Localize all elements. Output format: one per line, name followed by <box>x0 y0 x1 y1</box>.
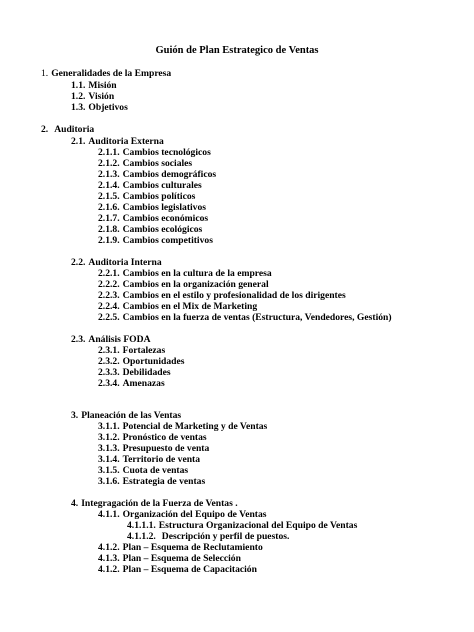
list-item <box>98 476 205 487</box>
item-label: Oportunidades <box>122 356 185 367</box>
list-item <box>127 531 289 542</box>
list-item <box>98 290 346 301</box>
section-heading <box>71 410 181 421</box>
list-item <box>98 421 267 432</box>
subsection-heading <box>71 136 164 147</box>
list-item <box>98 180 202 191</box>
subsection-number: 2.2. <box>71 257 86 268</box>
section-number: 2. <box>41 124 49 135</box>
item-number: 2.1.2. <box>98 158 120 169</box>
item-number: 4.1.2. <box>98 542 120 553</box>
item-label: Pronóstico de ventas <box>122 432 207 443</box>
list-item <box>98 564 257 575</box>
subsection-heading <box>71 334 151 345</box>
item-label: Cambios en la cultura de la empresa <box>122 268 272 279</box>
item-number: 3.1.2. <box>98 432 120 443</box>
list-item <box>98 553 241 564</box>
item-label: Debilidades <box>122 367 171 378</box>
list-item <box>98 202 206 213</box>
list-item <box>98 312 392 323</box>
item-label: Cambios en el estilo y profesionalidad de los dirigentes <box>122 290 346 301</box>
item-number: 2.1.9. <box>98 235 120 246</box>
item-label: Objetivos <box>88 102 128 113</box>
list-item <box>98 158 192 169</box>
subsection-label: Análisis FODA <box>88 334 151 345</box>
list-item <box>98 213 208 224</box>
item-label: Cambios políticos <box>122 191 196 202</box>
list-item <box>98 301 257 312</box>
item-number: 3.1.6. <box>98 476 120 487</box>
section-label: Auditoria <box>54 124 95 135</box>
item-label: Plan – Esquema de Capacitación <box>122 564 257 575</box>
item-number: 4.1.2. <box>98 564 120 575</box>
item-number: 2.3.4. <box>98 378 120 389</box>
list-item <box>98 443 209 454</box>
item-label: Visión <box>88 91 115 102</box>
item-label: Estructura Organizacional del Equipo de Ventas <box>158 520 358 531</box>
list-item <box>71 91 114 102</box>
item-number: 3.1.4. <box>98 454 120 465</box>
list-item <box>98 378 165 389</box>
section-number: 4. <box>71 498 79 509</box>
item-number: 3.1.3. <box>98 443 120 454</box>
section-label: Generalidades de la Empresa <box>51 68 172 79</box>
item-label: Presupuesto de venta <box>122 443 210 454</box>
section-number: 3. <box>71 410 79 421</box>
item-label: Cambios económicos <box>122 213 209 224</box>
item-label: Cambios demográficos <box>122 169 217 180</box>
subsection-label: Auditoria Externa <box>88 136 164 147</box>
item-label: Territorio de venta <box>122 454 201 465</box>
list-item <box>71 80 117 91</box>
section-heading <box>71 498 238 509</box>
item-label: Cambios culturales <box>122 180 202 191</box>
item-label: Amenazas <box>122 378 165 389</box>
item-number: 4.1.1.1. <box>127 520 156 531</box>
list-item <box>71 102 128 113</box>
item-number: 2.3.3. <box>98 367 120 378</box>
item-number: 1.2. <box>71 91 86 102</box>
item-number: 2.1.7. <box>98 213 120 224</box>
item-label: Cambios tecnológicos <box>122 147 211 158</box>
document-title: Guión de Plan Estrategico de Ventas <box>155 45 319 56</box>
item-number: 2.2.4. <box>98 301 120 312</box>
item-number: 4.1.3. <box>98 553 120 564</box>
item-label: Cambios ecológicos <box>122 224 203 235</box>
subsection-label: Auditoria Interna <box>88 257 162 268</box>
item-number: 2.2.5. <box>98 312 120 323</box>
item-number: 2.3.2. <box>98 356 120 367</box>
item-number: 2.2.3. <box>98 290 120 301</box>
item-label: Plan – Esquema de Reclutamiento <box>122 542 263 553</box>
section-heading <box>41 68 171 79</box>
item-number: 2.3.1. <box>98 345 120 356</box>
item-number: 2.1.8. <box>98 224 120 235</box>
section-heading <box>41 124 94 135</box>
list-item <box>98 345 165 356</box>
list-item <box>98 465 188 476</box>
item-label: Cambios legislativos <box>122 202 207 213</box>
list-item <box>98 356 184 367</box>
list-item <box>98 169 216 180</box>
list-item <box>98 542 263 553</box>
item-label: Fortalezas <box>122 345 166 356</box>
item-number: 2.2.2. <box>98 279 120 290</box>
item-label: Cambios en la organización general <box>122 279 269 290</box>
item-number: 4.1.1. <box>98 509 120 520</box>
item-label: Cuota de ventas <box>122 465 189 476</box>
list-item <box>98 509 267 520</box>
item-number: 3.1.5. <box>98 465 120 476</box>
list-item <box>98 224 202 235</box>
list-item <box>98 454 200 465</box>
item-number: 1.1. <box>71 80 86 91</box>
section-number: 1. <box>41 68 49 79</box>
item-label: Misión <box>88 80 117 91</box>
item-number: 2.1.6. <box>98 202 120 213</box>
item-label: Plan – Esquema de Selección <box>122 553 241 564</box>
item-number: 3.1.1. <box>98 421 120 432</box>
list-item <box>98 235 213 246</box>
item-label: Cambios en la fuerza de ventas (Estructura, Vendedores, Gestión) <box>122 312 392 323</box>
item-number: 2.1.5. <box>98 191 120 202</box>
list-item <box>127 520 357 531</box>
list-item <box>98 367 171 378</box>
subsection-number: 2.1. <box>71 136 86 147</box>
section-label: Planeación de las Ventas <box>81 410 182 421</box>
list-item <box>98 147 211 158</box>
item-number: 2.1.4. <box>98 180 120 191</box>
list-item <box>98 191 195 202</box>
list-item <box>98 279 269 290</box>
item-number: 2.1.3. <box>98 169 120 180</box>
section-label: Integragación de la Fuerza de Ventas . <box>81 498 238 509</box>
item-label: Organización del Equipo de Ventas <box>122 509 267 520</box>
list-item <box>98 268 272 279</box>
item-label: Cambios competitivos <box>122 235 213 246</box>
subsection-heading <box>71 257 162 268</box>
item-label: Cambios sociales <box>122 158 193 169</box>
list-item <box>98 432 207 443</box>
item-number: 2.1.1. <box>98 147 120 158</box>
item-label: Potencial de Marketing y de Ventas <box>122 421 268 432</box>
subsection-number: 2.3. <box>71 334 86 345</box>
item-number: 1.3. <box>71 102 86 113</box>
item-number: 2.2.1. <box>98 268 120 279</box>
item-label: Cambios en el Mix de Marketing <box>122 301 258 312</box>
item-label: Estrategia de ventas <box>122 476 206 487</box>
item-number: 4.1.1.2. <box>127 531 156 542</box>
item-label: Descripción y perfil de puestos. <box>161 531 290 542</box>
